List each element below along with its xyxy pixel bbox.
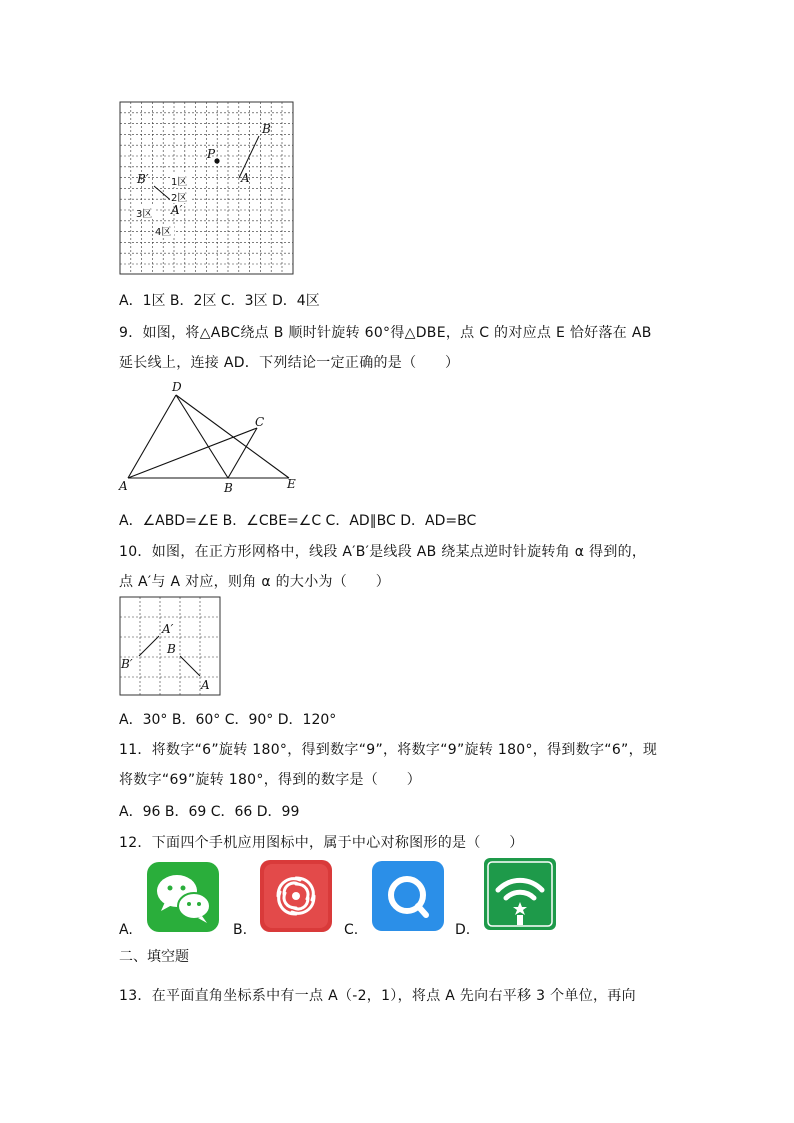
segment-ab	[180, 656, 200, 676]
q9-stem-line1: 9．如图，将△ABC绕点 B 顺时针旋转 60°得△DBE，点 C 的对应点 E 恰好落在 AB	[119, 325, 652, 341]
label-c: C	[255, 415, 265, 429]
phoenix-icon	[260, 860, 332, 936]
label-a: A	[119, 479, 128, 493]
label-b-prime: B′	[121, 657, 133, 671]
wifi-icon	[484, 858, 556, 934]
q12-option-c-letter: C.	[344, 922, 359, 938]
q10-stem-line1: 10．如图，在正方形网格中，线段 A′B′是线段 AB 绕某点逆时针旋转角 α 得到的，	[119, 544, 647, 560]
segment-a-prime-b-prime	[139, 636, 159, 656]
q10-options: A．30° B．60° C．90° D．120°	[119, 712, 337, 728]
q8-options: A．1区 B．2区 C．3区 D．4区	[119, 293, 320, 309]
q13-stem-line1: 13．在平面直角坐标系中有一点 A（-2，1），将点 A 先向右平移 3 个单位，再向	[119, 988, 636, 1004]
q9-options: A．∠ABD=∠E B．∠CBE=∠C C．AD∥BC D．AD=BC	[119, 513, 477, 529]
q12-option-d-letter: D.	[455, 922, 471, 938]
q9-stem-line2: 延长线上，连接 AD．下列结论一定正确的是（ ）	[119, 355, 460, 371]
label-b-prime: B′	[137, 172, 149, 186]
label-a-prime: A′	[171, 203, 183, 217]
label-p: P	[207, 147, 216, 161]
region-2-label: 2区	[171, 193, 188, 204]
wechat-icon	[147, 862, 219, 936]
label-e: E	[287, 477, 296, 491]
region-1-label: 1区	[171, 177, 188, 188]
label-a: A	[241, 171, 250, 185]
q12-stem-line1: 12．下面四个手机应用图标中，属于中心对称图形的是（ ）	[119, 835, 524, 851]
q8-grid-figure	[119, 101, 295, 277]
region-3-label: 3区	[136, 209, 153, 220]
q9-triangle-figure	[115, 380, 305, 495]
q10-stem-line2: 点 A′与 A 对应，则角 α 的大小为（ ）	[119, 574, 391, 590]
q11-stem-line1: 11．将数字“6”旋转 180°，得到数字“9”，将数字“9”旋转 180°，得到数字“6”，现	[119, 742, 658, 758]
q10-grid-figure	[119, 596, 223, 698]
label-b: B	[224, 481, 233, 495]
label-b: B	[167, 642, 176, 656]
label-a: A	[201, 678, 210, 692]
q11-options: A．96 B．69 C．66 D．99	[119, 804, 300, 820]
q11-stem-line2: 将数字“69”旋转 180°，得到的数字是（ ）	[119, 772, 421, 788]
search-q-icon	[372, 861, 444, 935]
label-b: B	[262, 122, 271, 136]
q12-option-a-letter: A.	[119, 922, 133, 938]
q12-option-b-letter: B.	[233, 922, 248, 938]
label-d: D	[172, 380, 182, 394]
point-p	[214, 158, 219, 163]
label-a-prime: A′	[162, 622, 174, 636]
region-4-label: 4区	[155, 227, 172, 238]
section-title-fill-in: 二、填空题	[119, 949, 189, 965]
